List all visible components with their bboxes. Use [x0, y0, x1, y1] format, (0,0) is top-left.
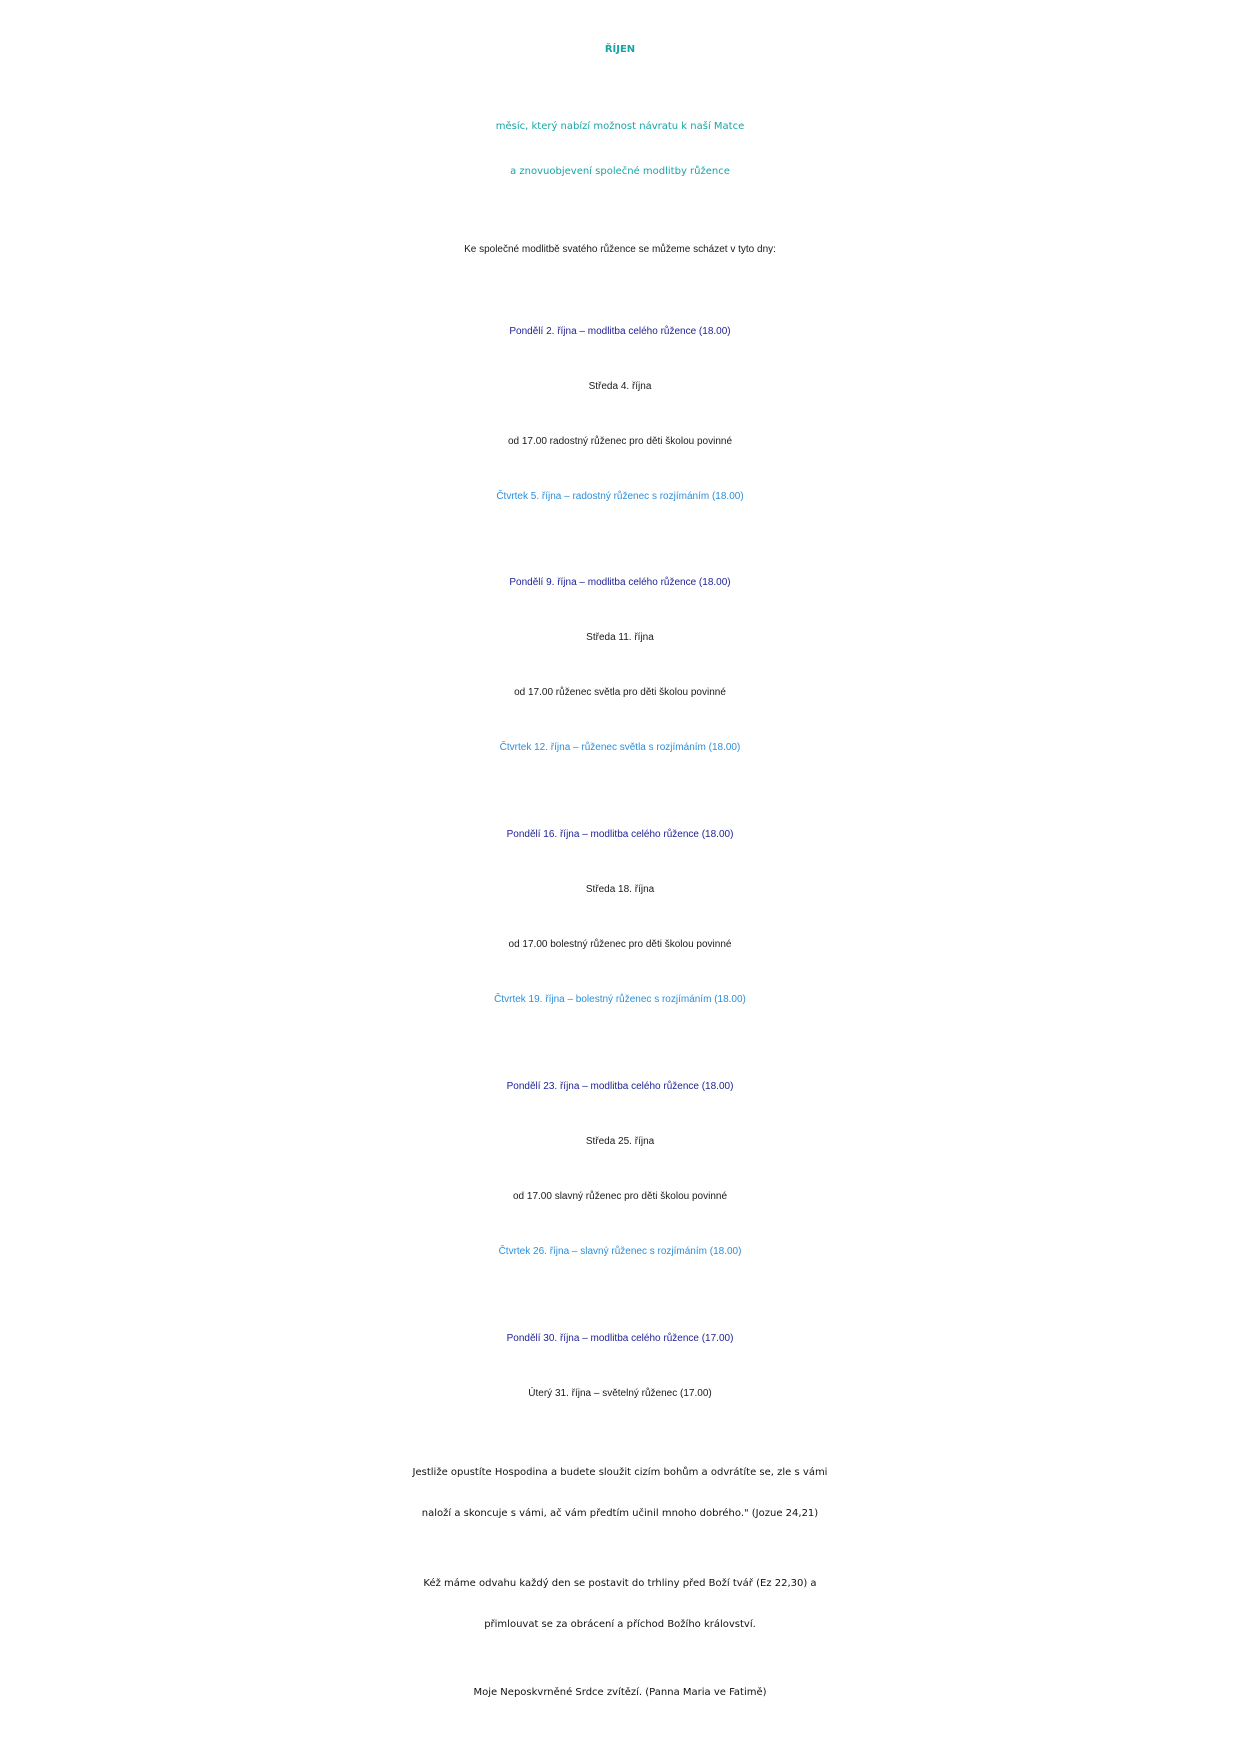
week-2-thursday: Čtvrtek 12. října – růženec světla s rozjímáním (18.00) [499, 742, 741, 753]
week-4-wednesday: Středa 25. října [585, 1136, 655, 1147]
quote-1-line-2: naloží a skoncuje s vámi, ač vám předtím učinil mnoho dobrého." (Jozue 24,21) [421, 1508, 819, 1519]
week-1-wednesday-detail: od 17.00 radostný růženec pro děti školou povinné [507, 436, 733, 447]
week-3-thursday: Čtvrtek 19. října – bolestný růženec s rozjímáním (18.00) [494, 994, 746, 1005]
final-week-monday: Pondělí 30. října – modlitba celého růžence (17.00) [506, 1333, 734, 1344]
intro-text: Ke společné modlitbě svatého růžence se můžeme scházet v tyto dny: [464, 244, 776, 255]
subtitle-line-2: a znovuobjevení společné modlitby růžence [510, 166, 730, 177]
quote-2-line-1: Kéž máme odvahu každý den se postavit do trhliny před Boží tvář (Ez 22,30) a [423, 1578, 817, 1589]
week-1-thursday: Čtvrtek 5. října – radostný růženec s rozjímáním (18.00) [496, 491, 744, 502]
week-2-monday: Pondělí 9. října – modlitba celého růžence (18.00) [509, 577, 731, 588]
week-2-wednesday-detail: od 17.00 růženec světla pro děti školou povinné [514, 687, 726, 698]
week-4-thursday: Čtvrtek 26. října – slavný růženec s rozjímáním (18.00) [498, 1246, 742, 1257]
quote-1-line-1: Jestliže opustíte Hospodina a budete sloužit cizím bohům a odvrátíte se, zle s vámi [412, 1467, 828, 1478]
week-1-monday: Pondělí 2. října – modlitba celého růžence (18.00) [509, 326, 731, 337]
quote-2-line-2: přimlouvat se za obrácení a příchod Božího království. [484, 1619, 756, 1630]
final-week-tuesday: Úterý 31. října – světelný růženec (17.00) [528, 1388, 712, 1399]
page-title: ŘÍJEN [604, 44, 636, 55]
week-4-wednesday-detail: od 17.00 slavný růženec pro děti školou povinné [512, 1191, 728, 1202]
quote-3: Moje Neposkvrněné Srdce zvítězí. (Panna Maria ve Fatimě) [473, 1687, 767, 1698]
week-3-wednesday-detail: od 17.00 bolestný růženec pro děti školou povinné [508, 939, 732, 950]
week-1-wednesday: Středa 4. října [588, 381, 652, 392]
subtitle-line-1: měsíc, který nabízí možnost návratu k naší Matce [495, 121, 745, 132]
week-4-monday: Pondělí 23. října – modlitba celého růžence (18.00) [506, 1081, 734, 1092]
week-2-wednesday: Středa 11. října [586, 632, 654, 643]
week-3-monday: Pondělí 16. října – modlitba celého růžence (18.00) [506, 829, 734, 840]
week-3-wednesday: Středa 18. října [585, 884, 655, 895]
